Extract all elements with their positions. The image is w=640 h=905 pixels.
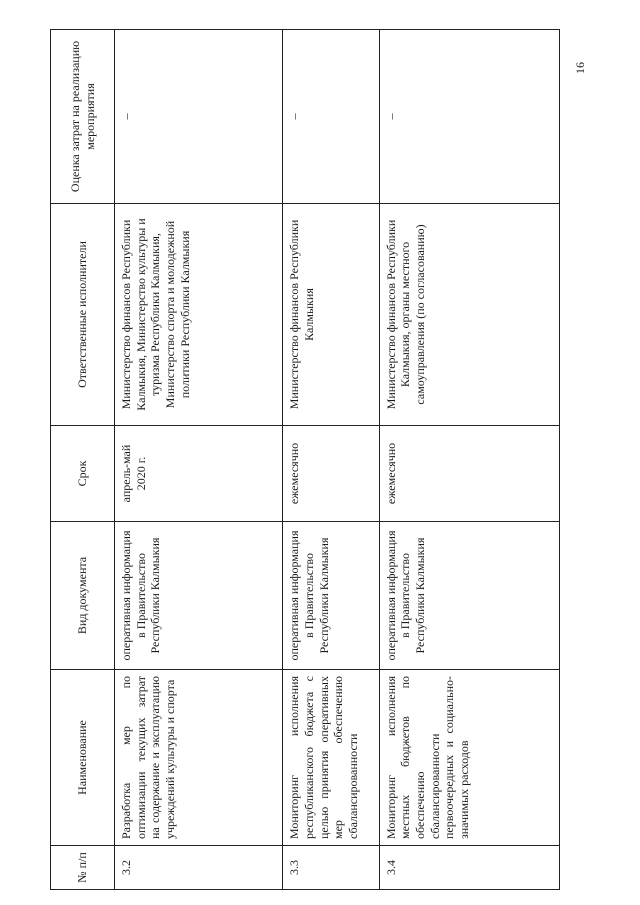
header-num: № п/п bbox=[51, 846, 115, 890]
row-term: апрель-май 2020 г. bbox=[115, 426, 283, 522]
row-responsible: Министерство финансов Республики Калмыкия bbox=[283, 204, 379, 426]
header-doc-type: Вид документа bbox=[51, 522, 115, 670]
row-name: Мониторинг исполнения местных бюджетов по обеспечению сбалансированности первоочередных и социально-значимых расходов bbox=[379, 670, 559, 846]
row-doc-type: оперативная информация в Правительство Республики Калмыкия bbox=[115, 522, 283, 670]
rotated-sheet bbox=[50, 30, 560, 890]
row-num: 3.2 bbox=[115, 846, 283, 890]
row-num: 3.4 bbox=[379, 846, 559, 890]
row-name: Мониторинг исполнения республиканского бюджета с целью принятия оперативных мер обеспечению сбалансированности bbox=[283, 670, 379, 846]
page-number: 16 bbox=[573, 62, 587, 74]
row-name: Разработка мер по оптимизации текущих затрат на содержание и эксплуатацию учреждений культуры и спорта bbox=[115, 670, 283, 846]
row-term: ежемесячно bbox=[283, 426, 379, 522]
row-doc-type: оперативная информация в Правительство Республики Калмыкия bbox=[379, 522, 559, 670]
row-responsible: Министерство финансов Республики Калмыкия, Министерство культуры и туризма Республики Калмыкия, Министерство спорта и молодежной политики Республики Калмыкия bbox=[115, 204, 283, 426]
row-responsible: Министерство финансов Республики Калмыкия, органы местного самоуправления (по согласованию) bbox=[379, 204, 559, 426]
row-cost: – bbox=[379, 30, 559, 204]
table-row bbox=[379, 30, 559, 890]
table-header-row bbox=[51, 30, 115, 890]
row-cost: – bbox=[115, 30, 283, 204]
row-num: 3.3 bbox=[283, 846, 379, 890]
row-doc-type: оперативная информация в Правительство Республики Калмыкия bbox=[283, 522, 379, 670]
table-row bbox=[115, 30, 283, 890]
measures-table bbox=[50, 29, 560, 890]
table-row bbox=[283, 30, 379, 890]
row-term: ежемесячно bbox=[379, 426, 559, 522]
header-term: Срок bbox=[51, 426, 115, 522]
header-cost: Оценка затрат на реализацию мероприятия bbox=[51, 30, 115, 204]
header-name: Наименование bbox=[51, 670, 115, 846]
row-cost: – bbox=[283, 30, 379, 204]
header-responsible: Ответственные исполнители bbox=[51, 204, 115, 426]
